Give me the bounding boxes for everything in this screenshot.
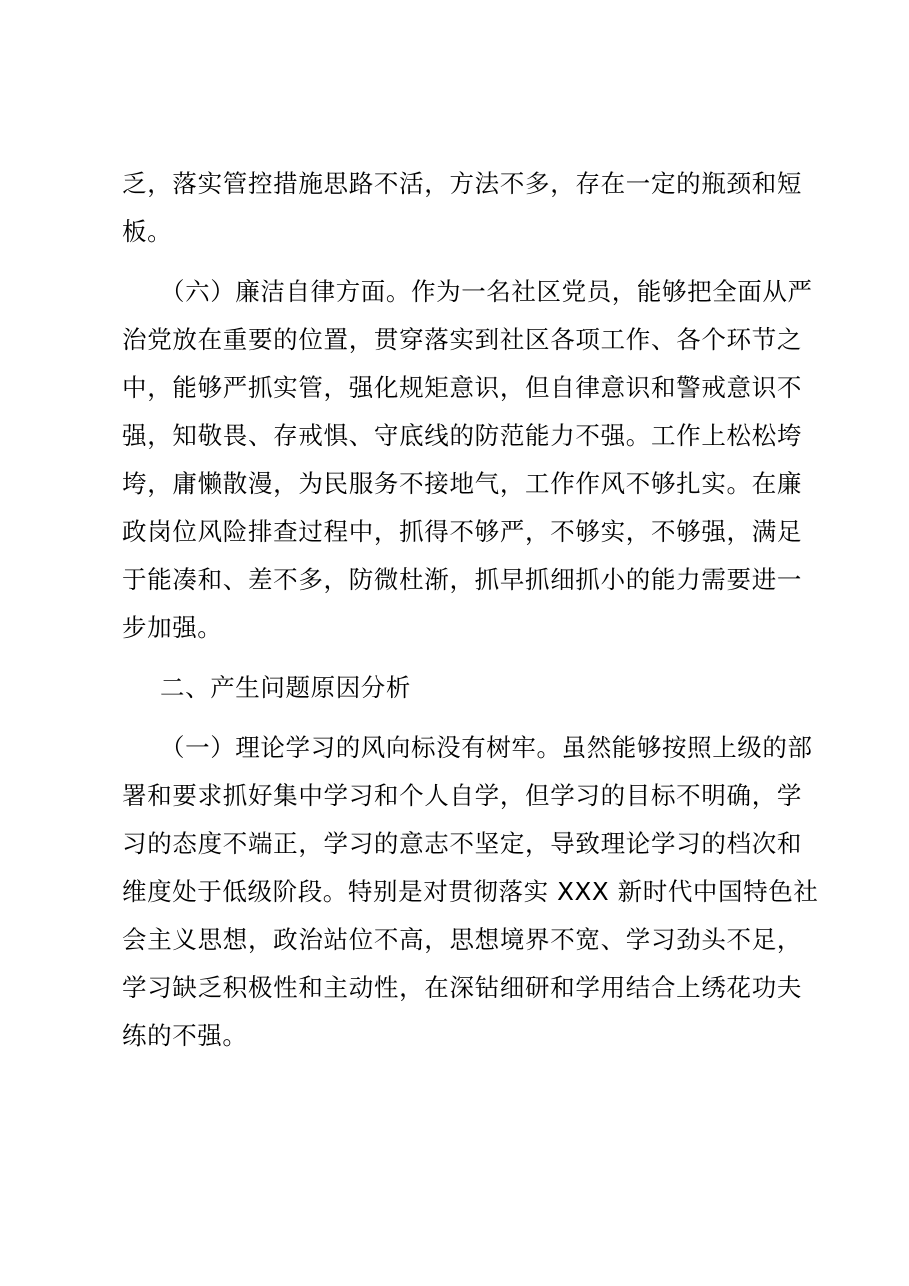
text-line: （一）理论学习的风向标没有树牢。虽然能够按照上级的部 xyxy=(160,733,813,762)
text-line: 强，知敬畏、存戒惧、守底线的防范能力不强。工作上松松垮 xyxy=(122,421,802,450)
section-heading-text: 二、产生问题原因分析 xyxy=(160,673,411,702)
text-line: 乏，落实管控措施思路不活，方法不多，存在一定的瓶颈和短 xyxy=(122,169,802,198)
text-line: 练的不强。 xyxy=(122,1021,248,1050)
paragraph-integrity xyxy=(122,268,813,652)
paragraph-theory-study xyxy=(122,724,819,1060)
text-line: 署和要求抓好集中学习和个人自学，但学习的目标不明确，学 xyxy=(122,781,802,810)
text-line: 维度处于低级阶段。特别是对贯彻落实 XXX 新时代中国特色社 xyxy=(122,877,819,906)
text-line: （六）廉洁自律方面。作为一名社区党员，能够把全面从严 xyxy=(160,277,813,306)
text-line: 习的态度不端正，学习的意志不坚定，导致理论学习的档次和 xyxy=(122,829,802,858)
text-line: 板。 xyxy=(122,217,173,246)
text-line: 会主义思想，政治站位不高，思想境界不宽、学习劲头不足， xyxy=(122,925,802,954)
text-line: 学习缺乏积极性和主动性，在深钻细研和学用结合上绣花功夫 xyxy=(122,973,802,1002)
text-line: 步加强。 xyxy=(122,613,223,642)
text-line: 中，能够严抓实管，强化规矩意识，但自律意识和警戒意识不 xyxy=(122,373,802,402)
text-line: 治党放在重要的位置，贯穿落实到社区各项工作、各个环节之 xyxy=(122,325,802,354)
text-line: 垮，庸懒散漫，为民服务不接地气，工作作风不够扎实。在廉 xyxy=(122,469,802,498)
document-body xyxy=(122,160,819,1072)
text-line: 政岗位风险排查过程中，抓得不够严，不够实，不够强，满足 xyxy=(122,517,802,546)
paragraph-continuation xyxy=(122,160,802,256)
text-line: 于能凑和、差不多，防微杜渐，抓早抓细抓小的能力需要进一 xyxy=(122,565,802,594)
section-heading xyxy=(122,664,802,712)
